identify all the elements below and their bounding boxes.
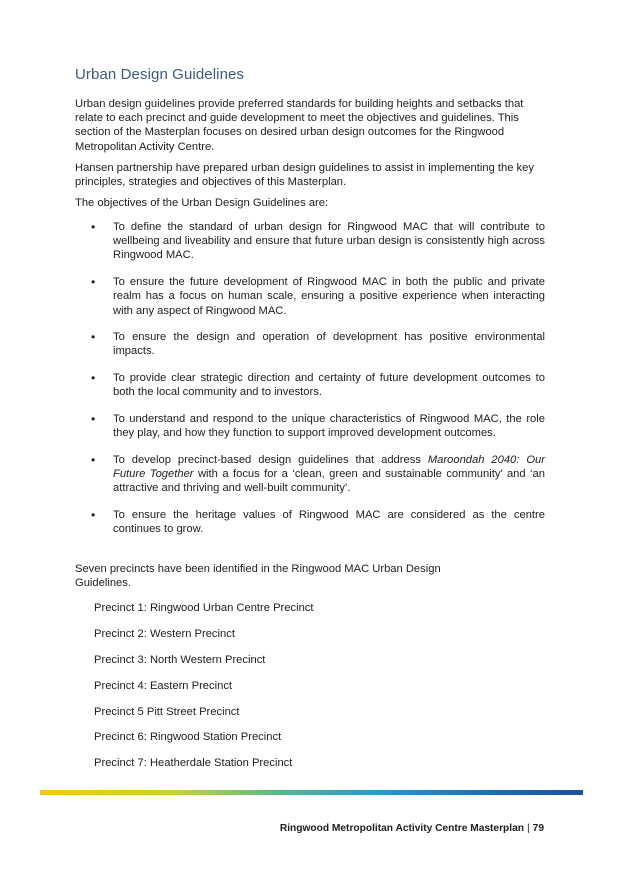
objective-text: To provide clear strategic direction and certainty of future development outcomes to both the local community and to investors.	[113, 372, 545, 399]
objective-item	[75, 220, 545, 263]
section-heading: Urban Design Guidelines	[75, 66, 245, 83]
footer-title: Ringwood Metropolitan Activity Centre Masterplan	[279, 823, 524, 834]
bullet-icon: •	[91, 412, 96, 427]
precinct-item: Precinct 1: Ringwood Urban Centre Precinct	[94, 602, 314, 614]
bullet-icon: •	[91, 452, 96, 467]
precinct-item: Precinct 4: Eastern Precinct	[94, 679, 233, 692]
objective-text: To understand and respond to the unique characteristics of Ringwood MAC, the role they play, and how they function to support improved development outcomes.	[113, 413, 545, 440]
page-footer	[0, 823, 544, 834]
bullet-icon: •	[91, 371, 96, 386]
precincts-lead: Seven precincts have been identified in the Ringwood MAC Urban Design Guidelines.	[75, 563, 441, 590]
bullet-icon: •	[91, 220, 96, 234]
bullet-icon: •	[91, 508, 96, 523]
page-number: 79	[532, 823, 544, 834]
objective-text: To define the standard of urban design for Ringwood MAC that will contribute to wellbeing and liveability and ensure that future urban design is consistently high across Ringwood MAC.	[113, 221, 545, 262]
objective-text: To ensure the future development of Ringwood MAC in both the public and private realm has a focus on human scale, ensuring a positive experience when interacting with any aspect of Ringwood MAC.	[113, 276, 545, 317]
objectives-lead: The objectives of the Urban Design Guidelines are:	[75, 197, 329, 209]
objective-item	[75, 508, 545, 536]
objective-item	[75, 275, 545, 318]
precinct-item: Precinct 7: Heatherdale Station Precinct	[94, 757, 293, 770]
objective-text: To ensure the heritage values of Ringwood MAC are considered as the centre continues to grow.	[113, 509, 545, 536]
objectives-list	[75, 220, 545, 536]
intro-paragraph: Urban design guidelines provide preferred standards for building heights and setbacks that relate to each precinct and guide development to meet the objectives and guidelines. This section of the Masterplan focuses on desired urban design outcomes for the Ringwood Metropolitan Activity Centre.	[75, 98, 524, 153]
objective-text: To ensure the design and operation of development has positive environmental impacts.	[113, 331, 545, 358]
objective-text-end: with a focus for a ‘clean, green and sustainable community’ and ‘an attractive and thriving and well-built community’.	[113, 468, 545, 495]
precinct-item: Precinct 3: North Western Precinct	[94, 653, 266, 666]
bullet-icon: •	[91, 275, 96, 290]
objective-item	[75, 453, 545, 496]
footer-separator: |	[527, 823, 530, 834]
objective-item	[75, 371, 545, 399]
objective-text-start: To develop precinct-based design guidelines that address	[113, 453, 428, 466]
objective-italic-title: Maroondah 2040: Our Future Together	[113, 453, 546, 481]
footer-gradient-divider	[40, 790, 583, 795]
objective-item	[75, 330, 545, 358]
precinct-item: Precinct 6: Ringwood Station Precinct	[94, 731, 282, 744]
precinct-list	[94, 601, 314, 782]
hansen-paragraph: Hansen partnership have prepared urban design guidelines to assist in implementing the key principles, strategies and objectives of this Masterplan.	[75, 162, 534, 189]
precinct-item: Precinct 5 Pitt Street Precinct	[94, 705, 240, 718]
bullet-icon: •	[91, 330, 96, 345]
objective-item	[75, 412, 545, 440]
precinct-item: Precinct 2: Western Precinct	[94, 627, 235, 640]
